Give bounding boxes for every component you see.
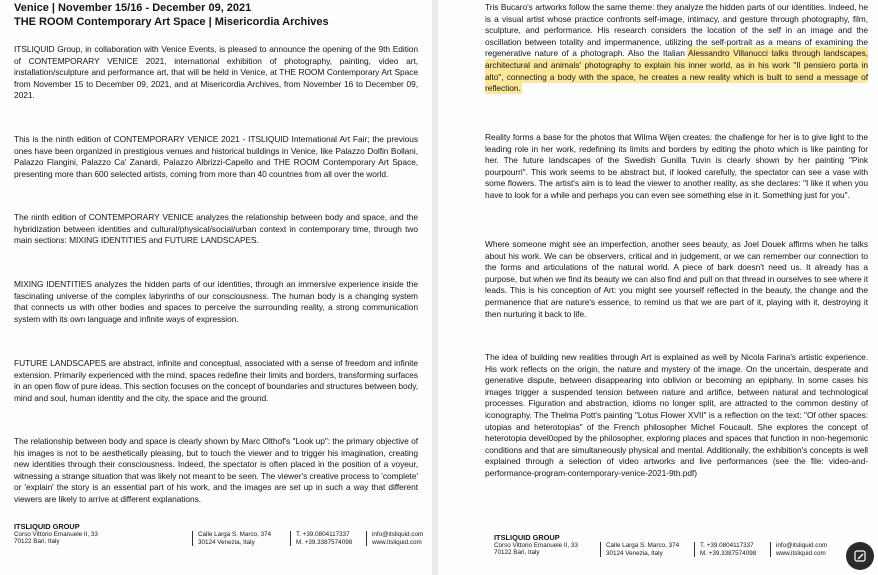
footer-email: info@itsliquid.com: [372, 531, 424, 538]
paragraph-nicola-farina: The idea of building new realities through Art is explained as well by Nicola Farina's artistic experience. His work reflects on the origin, the nature and mystery of the image. On the uncertain, desperate and generative dispute, between disappearing into oblivion or becoming an epiphany. In some cases his images trigger a suspended tension between nature and artifice, between natural and technological processes. Figuration and abstraction, idioms no longer split, are attracted to the common destiny of iconography. The Thelma Pott's painting "Lotus Flower XVII" is a reflection on the text: "Of other spaces: utopias and heterotopias" of the French philosopher Michel Foucault. She explores the concept of heterotopia devel0oped by the philosopher, exploring places and spaces that function in non-hegemonic conditions and that are simultaneously physical and mental. Additionally, the exhibition's concepts is well explained through a selection of video artworks and live performances (see the file: video-and-performance-program-contemporary-venice-2021-9th.pdf): [485, 352, 868, 478]
footer-website: www.itsliquid.com: [372, 538, 422, 546]
footer-address-bari: Corso Vittorio Emanuele II, 33: [14, 530, 98, 538]
footer-company-block: [14, 523, 98, 546]
footer-phone: T. +39.0804117337: [296, 531, 350, 538]
paragraph-wilma-wijen: Reality forms a base for the photos that Wilma Wijen creates: the challenge for her is to give light to the leading role in her work, redefining its limits and borders by editing the photo which is like painting for her. The future landscapes of the Swedish Gunilla Tuvin is clearly shown by her painting "Pink pourpourri". This work seems to be abstract but, if looked carefully, the spectator can see a vase with some flowers. The artist's aim is to lead the viewer to another reality, as she declares: "I like it when you have to look for a while and perhaps you can even see something else in it. Something just for you".: [485, 132, 868, 200]
paragraph-tris-bucaro: [485, 2, 868, 95]
right-page: [438, 0, 878, 575]
footer-phone-block: [296, 531, 352, 546]
paragraph-intro: ITSLIQUID Group, in collaboration with Venice Events, is pleased to announce the opening of the 9th Edition of CONTEMPORARY VENICE 2021, international exhibition of photography, painting, video art, installation/sculpture and performance art, that will be held in Venice, at THE ROOM Contemporary Art Space from November 15 to December 09, 2021, and at Misericordia Archives, from November 16 to December 09, 2021.: [14, 44, 418, 101]
footer-phone: T. +39.0804117337: [700, 542, 754, 549]
edit-pencil-icon: [852, 548, 868, 564]
paragraph-marc-olthof: The relationship between body and space is clearly shown by Marc Olthof's "Look up": the primary objective of his images is not to be aesthetically pleasing, but to touch the viewer and to trigger his imagination, creating new identities through their consciousness. Indeed, the spectator is often placed in the position of a voyeur, witnessing a strange situation that was likely not meant to be seen. The viewer's creative process to 'complete' or 'explain' the story is an essential part of his work, and the images are set up in such a way that different viewers are likely to arrive at different explanations.: [14, 436, 418, 504]
footer-address-bari: Corso Vittorio Emanuele II, 33: [494, 541, 578, 549]
footer-website: www.itsliquid.com: [776, 549, 826, 557]
letterhead-footer: [14, 523, 424, 553]
footer-divider: [290, 531, 291, 546]
footer-divider: [192, 531, 193, 546]
paragraph-joel-douek: Where someone might see an imperfection, another sees beauty, as Joel Douek affirms when he talks about his work. We can be observers, critical and in judgement, or we can remember our connection to the forms and articulations of the natural world. A piece of bark doesn't need us. It already has a purpose, but when we find its beauty we can also find and pull on that thread in ourselves to see where it leads. This is his conception of Art: you might see yourself reflected in the beauty, the change and the permanence that are nature's essence, to remind us that we are part of it, playing with it, destroying it then nurturing it back to life.: [485, 239, 868, 319]
footer-phone-block: [700, 542, 756, 557]
footer-address-venice: Calle Larga S. Marco, 374: [606, 542, 680, 549]
footer-city-bari: 70122 Bari, Italy: [494, 549, 540, 557]
footer-divider: [366, 531, 367, 546]
footer-divider: [770, 542, 771, 557]
footer-web-block: [776, 542, 827, 557]
footer-divider: [694, 542, 695, 557]
footer-company-block: [494, 534, 578, 557]
footer-city-venice: 30124 Venezia, Italy: [198, 538, 255, 546]
footer-city-bari: 70122 Bari, Italy: [14, 538, 60, 546]
footer-email: info@itsliquid.com: [776, 542, 828, 549]
page-title-dates: Venice | November 15/16 - December 09, 2021: [14, 2, 252, 14]
footer-venice-block: [606, 542, 679, 557]
paragraph-future-landscapes: FUTURE LANDSCAPES are abstract, infinite and conceptual, associated with a sense of freedom and infinite extension. Primarily experienced with the mind, spaces redefine their limits and borders, transforming surfaces in an open flow of pure ideas. This section focuses on the concept of boundaries and structures between body, mind and soul, human identity and the city, the space and the ground.: [14, 358, 418, 403]
footer-venice-block: [198, 531, 271, 546]
footer-company: ITSLIQUID GROUP: [14, 522, 80, 531]
page-title-venues: THE ROOM Contemporary Art Space | Misericordia Archives: [14, 16, 329, 28]
paragraph-text: Tris Bucaro's artworks follow the same theme: they analyze the hidden parts of our identities. Indeed, he is a visual artist whose practice confronts self-image, intimacy, and gesture through photography, film, sculpture, and performance. His research considers the location of the self in an image and the oscillation between totality and impermanence, utilizing the self-portrait as a means of examining the regenerative nature of a photograph. Also the Italian: [485, 2, 868, 59]
highlighted-text: Alessandro Villanucci talks through landscapes, architectural and animals' photography to explain his inner world, as in his work "Il pensiero porta in alto", connecting a body with the space, he creates a new reality which is built to send a message of reflection.: [485, 48, 868, 94]
footer-company: ITSLIQUID GROUP: [494, 533, 560, 542]
edit-pencil-button[interactable]: [846, 542, 874, 570]
paragraph-mixing-identities: MIXING IDENTITIES analyzes the hidden parts of our identities, through an immersive experience inside the fascinating universe of the complex labyrinths of our consciousness. The human body is a changing system that connects us with other bodies and spaces to perceive the surrounding reality, a strong communication system with its own language and infinite ways of expression.: [14, 279, 418, 324]
footer-address-venice: Calle Larga S. Marco, 374: [198, 531, 272, 538]
left-page: [0, 0, 432, 575]
letterhead-footer: [494, 534, 874, 564]
footer-web-block: [372, 531, 423, 546]
footer-mobile: M. +39.3387574098: [296, 538, 353, 546]
paragraph-relationship: The ninth edition of CONTEMPORARY VENICE analyzes the relationship between body and space, and the hybridization between identities and cultural/physical/social/urban context in contemporary time, through two main sections: MIXING IDENTITIES and FUTURE LANDSCAPES.: [14, 212, 418, 246]
footer-divider: [600, 542, 601, 557]
footer-city-venice: 30124 Venezia, Italy: [606, 549, 663, 557]
paragraph-ninth-edition: This is the ninth edition of CONTEMPORARY VENICE 2021 - ITSLIQUID International Art Fair; the previous ones have been organized in prestigious venues and historical buildings in Venice, like Palazzo Dolfin Bollani, Palazzo Flangini, Palazzo Ca' Zanardi, Palazzo Albrizzi-Capello and THE ROOM Contemporary Art Space, presenting more than 600 selected artists, coming from more than 40 countries from all over the world.: [14, 134, 418, 179]
footer-mobile: M. +39.3387574098: [700, 549, 757, 557]
